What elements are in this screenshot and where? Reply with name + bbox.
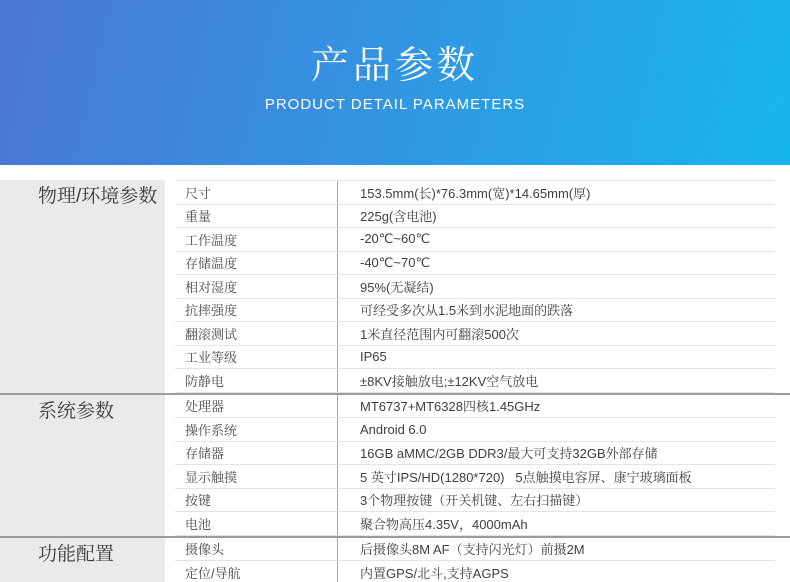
table-row xyxy=(175,322,775,346)
spec-label: 按键 xyxy=(175,489,338,512)
spec-label: 摄像头 xyxy=(175,538,338,561)
table-row xyxy=(175,418,775,442)
spec-value: ±8KV接触放电;±12KV空气放电 xyxy=(360,373,539,389)
table-row xyxy=(175,538,775,562)
table-row xyxy=(175,205,775,229)
table-row xyxy=(175,252,775,276)
spec-label: 翻滚测试 xyxy=(175,322,338,345)
table-row xyxy=(175,369,775,393)
page-subtitle: PRODUCT DETAIL PARAMETERS xyxy=(264,96,526,114)
spec-label: 相对湿度 xyxy=(175,275,338,298)
spec-value: 聚合物高压4.35V，4000mAh xyxy=(360,516,528,532)
section-title: 系统参数 xyxy=(38,400,115,422)
spec-value: 95%(无凝结) xyxy=(360,279,434,295)
spec-section xyxy=(0,536,790,582)
table-row xyxy=(175,442,775,466)
table-row xyxy=(175,512,775,536)
spec-label: 防静电 xyxy=(175,369,338,392)
table-row xyxy=(175,228,775,252)
table-row xyxy=(175,275,775,299)
spec-label: 重量 xyxy=(175,205,338,228)
spec-label: 操作系统 xyxy=(175,418,338,441)
spec-label: 工作温度 xyxy=(175,228,338,251)
section-title-cell xyxy=(0,538,165,582)
spec-label: 抗摔强度 xyxy=(175,299,338,322)
spec-label: 尺寸 xyxy=(175,181,338,204)
section-title: 物理/环境参数 xyxy=(38,186,158,207)
page-header xyxy=(0,0,790,165)
page-title: 产品参数 xyxy=(310,44,479,87)
spec-value: Android 6.0 xyxy=(360,421,427,437)
table-row xyxy=(175,181,775,205)
section-rows xyxy=(175,180,775,393)
section-title-cell xyxy=(0,180,165,393)
spec-value: -40℃~70℃ xyxy=(360,254,431,270)
spec-section xyxy=(0,180,790,393)
spec-value: 1米直径范围内可翻滚500次 xyxy=(360,326,519,342)
spec-value: 后摄像头8M AF（支持闪光灯）前摄2M xyxy=(360,542,585,558)
spec-value: 153.5mm(长)*76.3mm(宽)*14.65mm(厚) xyxy=(360,185,591,201)
table-row xyxy=(175,465,775,489)
spec-label: 存储温度 xyxy=(175,252,338,275)
spec-value: 可经受多次从1.5米到水泥地面的跌落 xyxy=(360,303,574,319)
section-title: 功能配置 xyxy=(38,543,115,565)
spec-table xyxy=(0,180,790,582)
spec-label: 工业等级 xyxy=(175,346,338,369)
spec-section xyxy=(0,393,790,536)
table-row xyxy=(175,395,775,419)
spec-label: 显示触摸 xyxy=(175,465,338,488)
spec-value: MT6737+MT6328四核1.45GHz xyxy=(360,399,541,415)
section-title-cell xyxy=(0,395,165,536)
spec-value: 16GB aMMC/2GB DDR3/最大可支持32GB外部存储 xyxy=(360,446,658,462)
section-rows xyxy=(175,538,775,582)
spec-label: 存储器 xyxy=(175,442,338,465)
spec-value: 3个物理按键（开关机键、左右扫描键） xyxy=(360,493,589,509)
table-row xyxy=(175,299,775,323)
spec-label: 定位/导航 xyxy=(175,561,338,582)
spec-value: IP65 xyxy=(360,349,387,365)
table-row xyxy=(175,489,775,513)
table-row xyxy=(175,346,775,370)
table-row xyxy=(175,561,775,582)
section-rows xyxy=(175,395,775,536)
spec-label: 电池 xyxy=(175,512,338,535)
spec-value: 内置GPS/北斗,支持AGPS xyxy=(360,565,509,581)
spec-value: 5 英寸IPS/HD(1280*720) 5点触摸电容屏、康宁玻璃面板 xyxy=(360,469,692,485)
spec-value: -20℃~60℃ xyxy=(360,231,431,247)
spec-label: 处理器 xyxy=(175,395,338,418)
spec-value: 225g(含电池) xyxy=(360,209,437,225)
